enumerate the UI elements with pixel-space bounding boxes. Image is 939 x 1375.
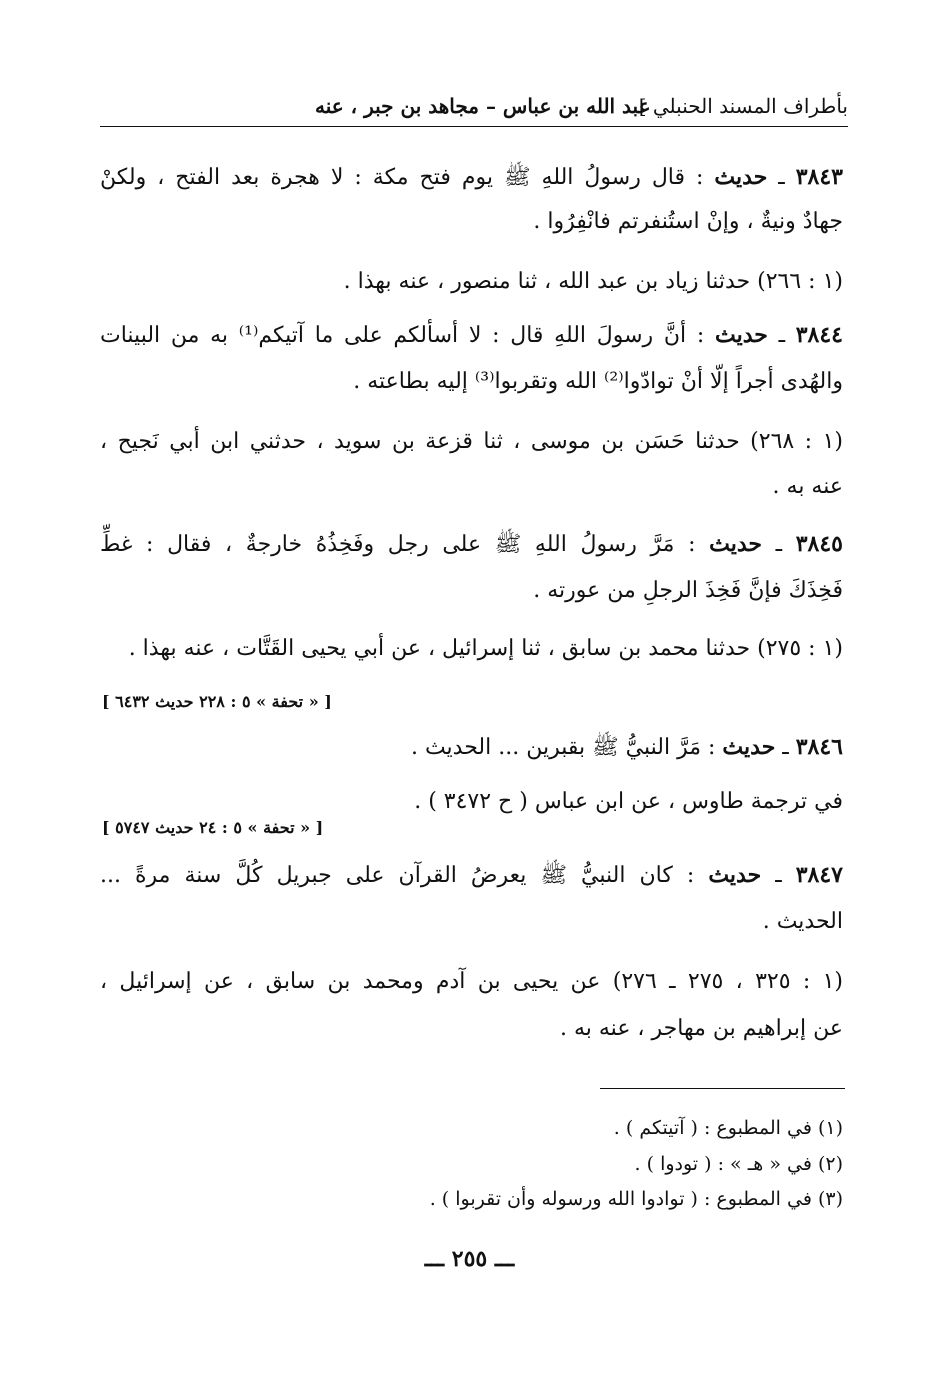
hadith-3846-line2: في ترجمة طاوس ، عن ابن عباس ( ح ٣٤٧٢ ) . bbox=[414, 789, 843, 814]
hadith-number: ٣٨٤٤ bbox=[795, 322, 843, 348]
hadith-text: : كان النبيُّ ﷺ يعرضُ القرآن على جبريل كُلَّ سنة مرةً ... bbox=[100, 863, 709, 888]
hadith-keyword: حديث bbox=[709, 531, 762, 557]
hadith-keyword: حديث bbox=[722, 734, 776, 760]
tuhfa-reference: [ « تحفة » ٥ : ٢٤ حديث ٥٧٤٧ ] bbox=[102, 818, 324, 837]
hadith-3843-line1 bbox=[100, 160, 843, 195]
hadith-3843-line2: جهادٌ ونيةٌ ، وإنْ استُنفرتم فانْفِرُوا . bbox=[533, 209, 843, 234]
hadith-3847-source-line2: عن إبراهيم بن مهاجر ، عنه به . bbox=[559, 1016, 843, 1041]
dash: ـ bbox=[762, 532, 796, 557]
hadith-keyword: حديث bbox=[708, 862, 762, 888]
footnote-separator bbox=[600, 1088, 845, 1089]
hadith-3845-source: (١ : ٢٧٥) حدثنا محمد بن سابق ، ثنا إسرائيل ، عن أبي يحيى القَتَّات ، عنه بهذا . bbox=[128, 636, 843, 661]
dash: ـ bbox=[761, 863, 796, 888]
hadith-3847-line2: الحديث . bbox=[762, 909, 843, 934]
hadith-text: : قال رسولُ اللهِ ﷺ يوم فتح مكة : لا هجرة بعد الفتح ، ولكنْ bbox=[100, 165, 715, 190]
header-chapter-title: عبد الله بن عباس – مجاهد بن جبر ، عنه bbox=[315, 94, 651, 118]
running-header bbox=[100, 92, 848, 127]
hadith-3847-line1 bbox=[100, 858, 843, 893]
dash: ـ bbox=[767, 323, 796, 348]
hadith-3845-line2: فَخِذَكَ فإنَّ فَخِذَ الرجلِ من عورته . bbox=[533, 578, 843, 603]
dash: ـ bbox=[767, 165, 796, 190]
dash: ـ bbox=[775, 735, 796, 760]
hadith-3847-source-line1: (١ : ٣٢٥ ، ٢٧٥ ـ ٢٧٦) عن يحيى بن آدم ومحمد بن سابق ، عن إسرائيل ، bbox=[100, 969, 844, 994]
hadith-3846-line1 bbox=[411, 730, 843, 765]
hadith-3844-line2: والهُدى أجراً إلّا أنْ توادّوا⁽²⁾ الله وتقربوا⁽³⁾ إليه بطاعته . bbox=[353, 369, 843, 394]
header-book-title: بأطراف المسند الحنبلي ] bbox=[638, 94, 848, 118]
hadith-keyword: حديث bbox=[714, 164, 768, 190]
hadith-number: ٣٨٤٦ bbox=[795, 734, 843, 760]
hadith-3845-line1 bbox=[100, 527, 843, 562]
tuhfa-reference: [ « تحفة » ٥ : ٢٢٨ حديث ٦٤٣٢ ] bbox=[102, 692, 332, 711]
footnote-3: (٣) في المطبوع : ( توادوا الله ورسوله وأن تقربوا ) . bbox=[429, 1188, 843, 1210]
hadith-keyword: حديث bbox=[714, 322, 768, 348]
footnote-1: (١) في المطبوع : ( آتيتكم ) . bbox=[613, 1117, 843, 1139]
footnote-2: (٢) في « هـ » : ( تودوا ) . bbox=[634, 1153, 843, 1175]
hadith-3844-source-line2: عنه به . bbox=[772, 474, 843, 499]
hadith-text: : مَرَّ رسولُ اللهِ ﷺ على رجل وفَخِذُهُ خارجةٌ ، فقال : غطِّ bbox=[100, 532, 710, 557]
hadith-number: ٣٨٤٥ bbox=[795, 531, 843, 557]
hadith-3844-source-line1: (١ : ٢٦٨) حدثنا حَسَن بن موسى ، ثنا قزعة بن سويد ، حدثني ابن أبي نَجيح ، bbox=[100, 429, 843, 454]
hadith-text: : مَرَّ النبيُّ ﷺ بقبرين ... الحديث . bbox=[410, 735, 723, 760]
hadith-3844-line1 bbox=[100, 318, 843, 353]
hadith-text: : أنَّ رسولَ اللهِ قال : لا أسألكم على ما آتيكم⁽¹⁾ به من البينات bbox=[100, 323, 715, 348]
page-number: ـــ ٢٥٥ ـــ bbox=[424, 1246, 515, 1272]
hadith-number: ٣٨٤٧ bbox=[795, 862, 843, 888]
hadith-3843-source: (١ : ٢٦٦) حدثنا زياد بن عبد الله ، ثنا منصور ، عنه بهذا . bbox=[343, 269, 843, 294]
hadith-number: ٣٨٤٣ bbox=[795, 164, 843, 190]
